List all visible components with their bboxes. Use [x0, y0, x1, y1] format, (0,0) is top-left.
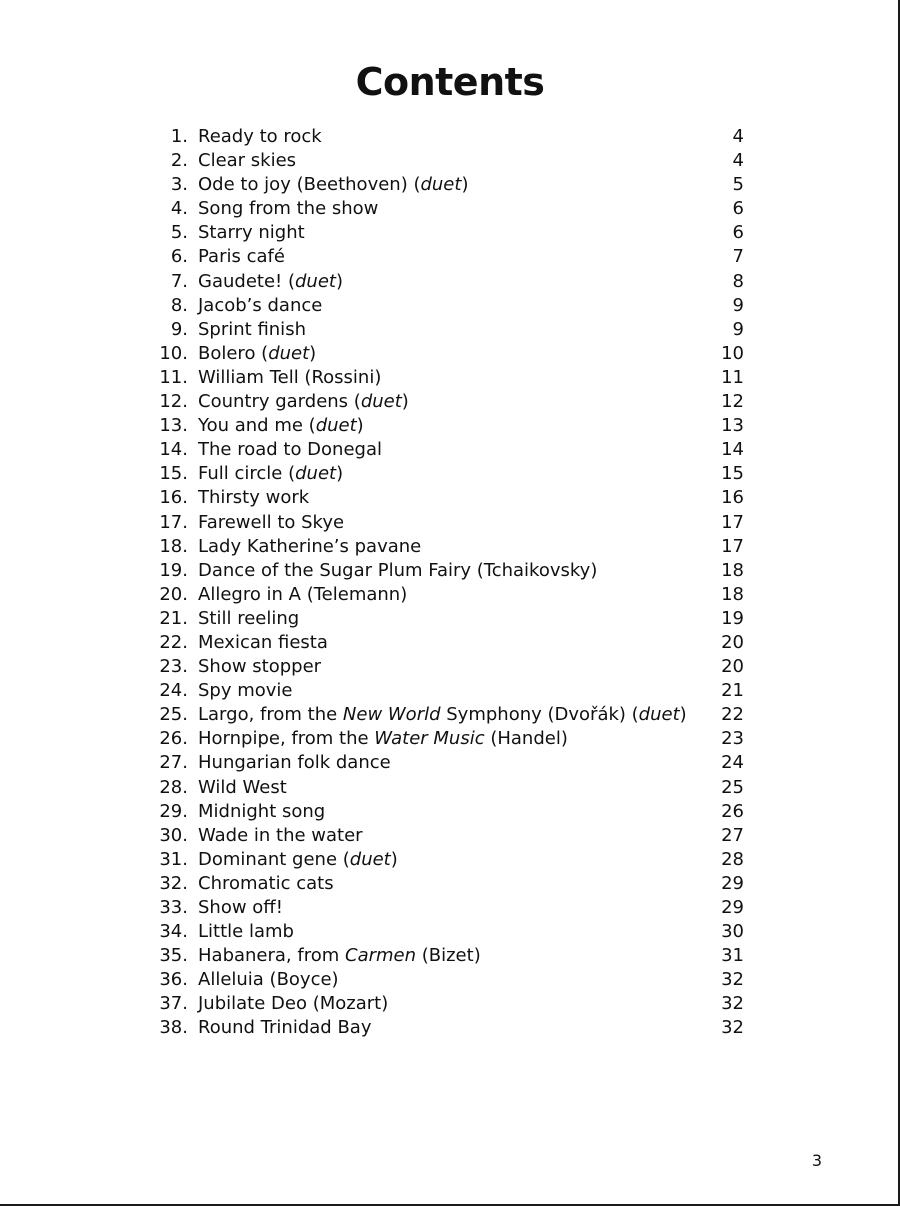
toc-entry[interactable]: [150, 245, 744, 269]
toc-entry-page: 30: [721, 921, 744, 943]
toc-entry-page: 19: [721, 607, 744, 629]
toc-entry[interactable]: [150, 920, 744, 944]
toc-entry-number: 3.: [170, 174, 188, 196]
toc-entry-number: 9.: [170, 318, 188, 340]
toc-entry-title: Dance of the Sugar Plum Fairy (Tchaikovsky): [198, 559, 598, 581]
toc-entry[interactable]: [150, 414, 744, 438]
toc-entry-page: 4: [732, 150, 744, 172]
toc-entry-title: Lady Katherine’s pavane: [198, 535, 422, 557]
toc-entry-number: 35.: [159, 945, 188, 967]
toc-entry-title: Mexican fiesta: [198, 631, 328, 653]
page-number: 3: [811, 1151, 822, 1170]
toc-entry-page: 17: [721, 511, 744, 533]
toc-entry[interactable]: [150, 270, 744, 294]
toc-entry-page: 32: [721, 969, 744, 991]
toc-entry-number: 34.: [159, 921, 188, 943]
toc-entry-page: 29: [721, 872, 744, 894]
toc-entry-title: Thirsty work: [198, 487, 310, 509]
toc-entry-title: You and me (duet): [198, 415, 364, 437]
toc-entry-number: 32.: [159, 872, 188, 894]
toc-entry[interactable]: [150, 366, 744, 390]
toc-entry-page: 10: [721, 342, 744, 364]
toc-entry-title: Allegro in A (Telemann): [198, 583, 408, 605]
toc-entry[interactable]: [150, 631, 744, 655]
toc-entry-title: Show off!: [198, 897, 283, 918]
toc-entry[interactable]: [150, 992, 744, 1016]
toc-entry-title: Ode to joy (Beethoven) (duet): [198, 174, 469, 196]
toc-entry-title: Wild West: [198, 776, 287, 798]
toc-entry-number: 19.: [159, 559, 188, 581]
toc-entry-page: 17: [721, 535, 744, 557]
toc-entry-page: 32: [721, 1017, 744, 1039]
toc-entry[interactable]: [150, 535, 744, 559]
toc-entry-number: 21.: [159, 607, 188, 629]
toc-entry-number: 36.: [159, 969, 188, 991]
toc-entry[interactable]: [150, 727, 744, 751]
toc-entry-title: Spy movie: [198, 680, 293, 702]
toc-entry-title: Clear skies: [198, 150, 297, 172]
toc-entry[interactable]: [150, 390, 744, 414]
toc-entry-title: Show stopper: [198, 656, 322, 678]
toc-entry-page: 23: [721, 728, 744, 750]
toc-entry[interactable]: [150, 294, 744, 318]
toc-entry-page: 8: [732, 270, 744, 292]
toc-entry[interactable]: [150, 511, 744, 535]
toc-entry-number: 31.: [159, 848, 188, 870]
toc-entry-number: 8.: [170, 294, 188, 316]
toc-entry-number: 26.: [159, 728, 188, 750]
toc-entry-number: 18.: [159, 535, 188, 557]
toc-entry-number: 29.: [159, 800, 188, 822]
toc-entry-page: 31: [721, 945, 744, 967]
toc-entry-number: 6.: [170, 246, 188, 268]
toc-entry[interactable]: [150, 197, 744, 221]
toc-entry[interactable]: [150, 872, 744, 896]
toc-entry[interactable]: [150, 438, 744, 462]
toc-entry-title: Jubilate Deo (Mozart): [198, 993, 389, 1015]
toc-entry[interactable]: [150, 462, 744, 486]
toc-entry-page: 15: [721, 463, 744, 485]
toc-entry-page: 16: [721, 487, 744, 509]
table-of-contents: [150, 125, 744, 1041]
toc-entry[interactable]: [150, 751, 744, 775]
toc-entry[interactable]: [150, 848, 744, 872]
toc-entry-title: Song from the show: [198, 198, 379, 220]
toc-entry-page: 25: [721, 776, 744, 798]
toc-entry-title: Gaudete! (duet): [198, 270, 343, 292]
toc-entry-number: 11.: [159, 366, 188, 388]
toc-entry-page: 26: [721, 800, 744, 822]
toc-entry[interactable]: [150, 559, 744, 583]
toc-entry-number: 27.: [159, 752, 188, 774]
toc-entry-title: William Tell (Rossini): [198, 366, 382, 388]
toc-entry-page: 20: [721, 656, 744, 678]
toc-entry[interactable]: [150, 173, 744, 197]
toc-entry[interactable]: [150, 896, 744, 920]
toc-entry-title: Habanera, from Carmen (Bizet): [198, 945, 481, 967]
toc-entry[interactable]: [150, 486, 744, 510]
toc-entry-number: 33.: [159, 897, 188, 918]
toc-entry[interactable]: [150, 824, 744, 848]
toc-entry-title: Ready to rock: [198, 126, 322, 147]
toc-entry-page: 14: [721, 439, 744, 461]
toc-entry-number: 30.: [159, 824, 188, 846]
toc-entry-number: 16.: [159, 487, 188, 509]
toc-entry-page: 6: [732, 222, 744, 244]
toc-entry-page: 18: [721, 583, 744, 605]
toc-entry[interactable]: [150, 800, 744, 824]
toc-entry[interactable]: [150, 1016, 744, 1040]
toc-entry-title: The road to Donegal: [198, 439, 382, 461]
toc-entry-number: 22.: [159, 631, 188, 653]
toc-entry[interactable]: [150, 342, 744, 366]
toc-entry-title: Alleluia (Boyce): [198, 969, 339, 991]
toc-entry[interactable]: [150, 703, 744, 727]
toc-entry-number: 23.: [159, 656, 188, 678]
toc-entry-page: 7: [732, 246, 744, 268]
toc-entry-page: 9: [732, 318, 744, 340]
toc-entry-title: Starry night: [198, 222, 305, 244]
toc-entry[interactable]: [150, 607, 744, 631]
toc-entry-number: 13.: [159, 415, 188, 437]
toc-entry[interactable]: [150, 318, 744, 342]
toc-entry-number: 7.: [170, 270, 188, 292]
toc-entry-page: 20: [721, 631, 744, 653]
toc-entry-number: 14.: [159, 439, 188, 461]
toc-entry-page: 29: [721, 897, 744, 918]
toc-entry-title: Wade in the water: [198, 824, 363, 846]
toc-entry-number: 24.: [159, 680, 188, 702]
toc-entry-title: Chromatic cats: [198, 872, 334, 894]
toc-entry-number: 2.: [170, 150, 188, 172]
toc-entry[interactable]: [150, 776, 744, 800]
toc-entry-title: Paris café: [198, 246, 285, 268]
toc-entry[interactable]: [150, 125, 744, 149]
toc-entry-title: Jacob’s dance: [198, 294, 323, 316]
toc-entry-page: 28: [721, 848, 744, 870]
toc-entry-number: 4.: [170, 198, 188, 220]
toc-entry-title: Bolero (duet): [198, 342, 317, 364]
toc-entry-page: 18: [721, 559, 744, 581]
toc-entry-page: 27: [721, 824, 744, 846]
toc-entry-title: Little lamb: [198, 921, 294, 943]
toc-entry[interactable]: [150, 655, 744, 679]
toc-entry-title: Farewell to Skye: [198, 511, 345, 533]
toc-entry-title: Midnight song: [198, 800, 326, 822]
toc-entry-page: 21: [721, 680, 744, 702]
toc-entry-title: Sprint finish: [198, 318, 306, 340]
toc-entry-title: Full circle (duet): [198, 463, 344, 485]
toc-entry-title: Still reeling: [198, 607, 300, 629]
toc-entry-page: 4: [732, 126, 744, 147]
toc-entry[interactable]: [150, 149, 744, 173]
toc-entry[interactable]: [150, 968, 744, 992]
toc-entry-page: 11: [721, 366, 744, 388]
toc-entry-page: 12: [721, 391, 744, 413]
toc-entry[interactable]: [150, 583, 744, 607]
toc-entry-number: 28.: [159, 776, 188, 798]
toc-entry-title: Country gardens (duet): [198, 391, 409, 413]
toc-entry-number: 10.: [159, 342, 188, 364]
toc-entry-page: 22: [721, 704, 744, 726]
toc-entry-number: 17.: [159, 511, 188, 533]
toc-entry-title: Round Trinidad Bay: [198, 1017, 372, 1039]
toc-entry-title: Hungarian folk dance: [198, 752, 391, 774]
toc-entry-number: 5.: [170, 222, 188, 244]
toc-entry-number: 25.: [159, 704, 188, 726]
toc-entry-page: 6: [732, 198, 744, 220]
toc-entry-number: 12.: [159, 391, 188, 413]
toc-entry-title: Hornpipe, from the Water Music (Handel): [198, 728, 568, 750]
toc-entry-number: 1.: [170, 126, 188, 147]
toc-entry-page: 9: [732, 294, 744, 316]
toc-entry-page: 24: [721, 752, 744, 774]
toc-entry-number: 20.: [159, 583, 188, 605]
toc-entry-page: 5: [732, 174, 744, 196]
toc-entry-number: 38.: [159, 1017, 188, 1039]
toc-entry-page: 13: [721, 415, 744, 437]
toc-entry-number: 15.: [159, 463, 188, 485]
toc-entry[interactable]: [150, 221, 744, 245]
toc-entry-page: 32: [721, 993, 744, 1015]
page-title: Contents: [355, 60, 545, 104]
toc-entry-title: Dominant gene (duet): [198, 848, 398, 870]
toc-entry-title: Largo, from the New World Symphony (Dvořák) (duet): [198, 704, 687, 726]
toc-entry[interactable]: [150, 679, 744, 703]
toc-entry[interactable]: [150, 944, 744, 968]
toc-entry-number: 37.: [159, 993, 188, 1015]
